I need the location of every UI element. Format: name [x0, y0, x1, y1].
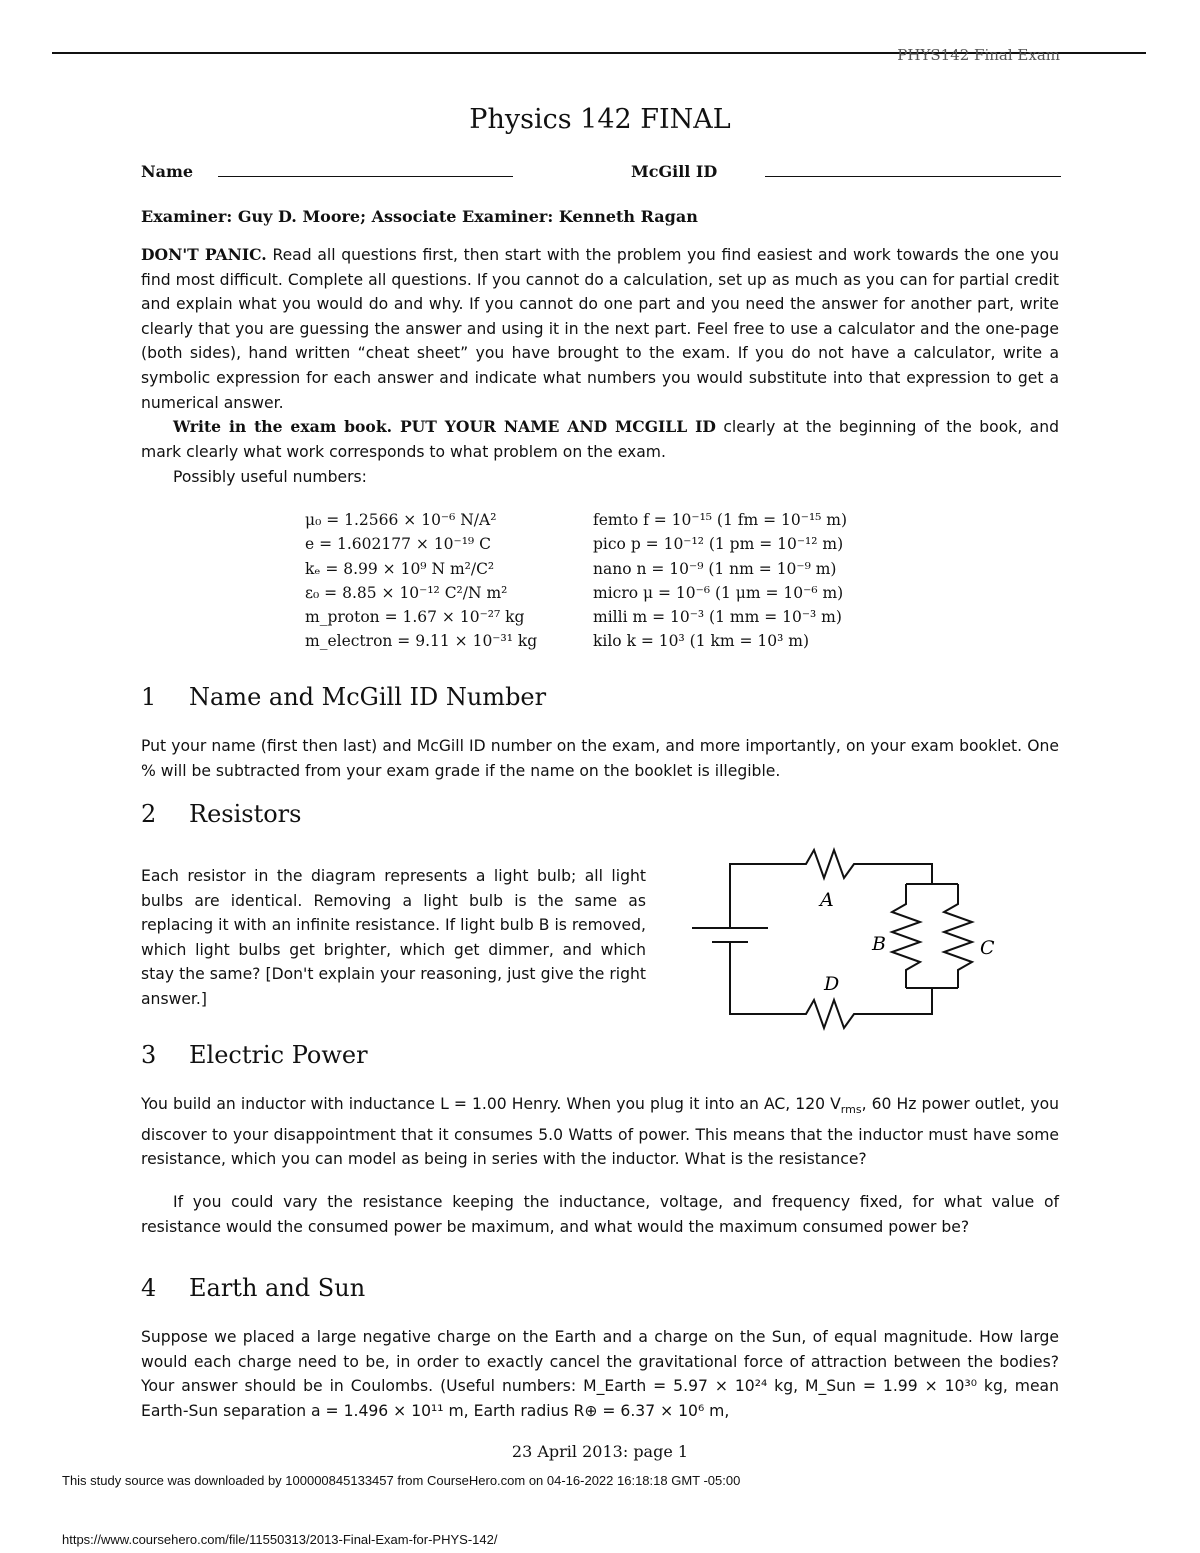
section-2-heading	[141, 800, 301, 828]
section-3-paragraph-1	[141, 1092, 1059, 1172]
section-3-heading	[141, 1041, 368, 1069]
running-head: PHYS142 Final Exam	[897, 46, 1060, 64]
label-c: C	[980, 937, 995, 959]
constant-mproton: m_proton = 1.67 × 10⁻²⁷ kg	[305, 608, 525, 627]
section-1-title: Name and McGill ID Number	[189, 683, 547, 711]
name-label: Name	[141, 162, 194, 181]
write-instructions	[141, 415, 1059, 464]
prefix-kilo: kilo k = 10³ (1 km = 10³ m)	[593, 632, 810, 651]
resistor-c	[944, 884, 972, 988]
source-url[interactable]: https://www.coursehero.com/file/11550313/2013-Final-Exam-for-PHYS-142/	[62, 1532, 498, 1547]
useful-numbers-label: Possibly useful numbers:	[173, 468, 367, 486]
prefix-milli: milli m = 10⁻³ (1 mm = 10⁻³ m)	[593, 608, 842, 627]
prefix-nano: nano n = 10⁻⁹ (1 nm = 10⁻⁹ m)	[593, 559, 837, 578]
section-1-text: Put your name (first then last) and McGill ID number on the exam, and more importantly, on your exam booklet. One % will be subtracted from your exam grade if the name on the booklet is illegible.	[141, 737, 1059, 780]
constant-e: e = 1.602177 × 10⁻¹⁹ C	[305, 535, 491, 554]
download-notice: This study source was downloaded by 100000845133457 from CourseHero.com on 04-16-2022 16:18:18 GMT -05:00	[62, 1473, 741, 1488]
dont-panic: DON'T PANIC.	[141, 245, 267, 264]
resistor-circuit-diagram	[688, 842, 1008, 1036]
section-4-title: Earth and Sun	[189, 1274, 366, 1302]
intro-text: Read all questions first, then start with the problem you find easiest and work towards the one you find most difficult. Complete all questions. If you cannot do a calculation, set up as much as you can for partial credit and explain what you would do and why. If you cannot do one part and you need the answer for another part, write clearly that you are guessing the answer and using it in the next part. Feel free to use a calculator and the one-page (both sides), hand written “cheat sheet” you have brought to the exam. If you do not have a calculator, write a symbolic expression for each answer and indicate what numbers you would substitute into that expression to get a numerical answer.	[141, 246, 1059, 412]
identity-row	[141, 162, 1061, 188]
resistor-b	[892, 884, 920, 988]
s3-text-a: You build an inductor with inductance L = 1.00 Henry. When you plug it into an AC, 120 V	[141, 1095, 841, 1113]
constant-eps0: ε₀ = 8.85 × 10⁻¹² C²/N m²	[305, 583, 508, 602]
mcgill-id-label: McGill ID	[631, 162, 718, 181]
section-2-title: Resistors	[189, 800, 302, 828]
label-b: B	[872, 933, 886, 955]
section-3-title: Electric Power	[189, 1041, 368, 1069]
page-footer: 23 April 2013: page 1	[511, 1442, 689, 1461]
mcgill-id-blank[interactable]	[765, 176, 1061, 177]
constant-mu0: μ₀ = 1.2566 × 10⁻⁶ N/A²	[305, 511, 497, 529]
section-1-heading	[141, 683, 546, 711]
section-2-text: Each resistor in the diagram represents a light bulb; all light bulbs are identical. Removing a light bulb is the same as replacing it with an infinite resistance. If light bulb B is removed, which light bulbs get brighter, which get dimmer, and which stay the same? [Don't explain your reasoning, just give the right answer.]	[141, 867, 646, 1008]
section-1-number: 1	[141, 683, 157, 711]
section-3-number: 3	[141, 1041, 157, 1069]
constants-left	[305, 508, 585, 654]
section-4-text: Suppose we placed a large negative charge on the Earth and a charge on the Sun, of equal magnitude. How large would each charge need to be, in order to exactly cancel the gravitational force of attraction between the bodies? Your answer should be in Coulombs. (Useful numbers: M_Earth = 5.97 × 10²⁴ kg, M_Sun = 1.99 × 10³⁰ kg, mean Earth-Sun separation a = 1.496 × 10¹¹ m, Earth radius R⊕ = 6.37 × 10⁶ m,	[141, 1328, 1059, 1420]
write-bold: Write in the exam book. PUT YOUR NAME AND MCGILL ID	[173, 417, 716, 436]
section-4-heading	[141, 1274, 365, 1302]
intro-paragraph	[141, 243, 1059, 415]
constant-melectron: m_electron = 9.11 × 10⁻³¹ kg	[305, 632, 538, 651]
write-text: clearly at the beginning of the book, and mark clearly what work corresponds to what problem on the exam.	[141, 418, 1059, 461]
prefix-femto: femto f = 10⁻¹⁵ (1 fm = 10⁻¹⁵ m)	[593, 511, 848, 529]
prefix-pico: pico p = 10⁻¹² (1 pm = 10⁻¹² m)	[593, 535, 844, 554]
constant-ke: kₑ = 8.99 × 10⁹ N m²/C²	[305, 559, 495, 578]
constants-right	[593, 508, 923, 654]
circuit-wires	[730, 850, 972, 1028]
label-a: A	[820, 889, 834, 911]
examiner-line: Examiner: Guy D. Moore; Associate Examiner: Kenneth Ragan	[141, 207, 698, 226]
s3-text-b: , 60 Hz power outlet, you discover to your disappointment that it consumes 5.0 Watts of power. This means that the inductor must have some resistance, which you can model as being in series with the inductor. What is the resistance?	[141, 1095, 1059, 1169]
section-3-paragraph-2: If you could vary the resistance keeping the inductance, voltage, and frequency fixed, for what value of resistance would the consumed power be maximum, and what would the maximum consumed power be?	[141, 1193, 1059, 1236]
name-blank[interactable]	[218, 176, 513, 177]
section-2-number: 2	[141, 800, 157, 828]
page-title: Physics 142 FINAL	[469, 104, 731, 135]
rms-subscript: rms	[840, 1103, 862, 1117]
section-4-number: 4	[141, 1274, 157, 1302]
label-d: D	[824, 973, 840, 995]
prefix-micro: micro μ = 10⁻⁶ (1 μm = 10⁻⁶ m)	[593, 583, 844, 602]
